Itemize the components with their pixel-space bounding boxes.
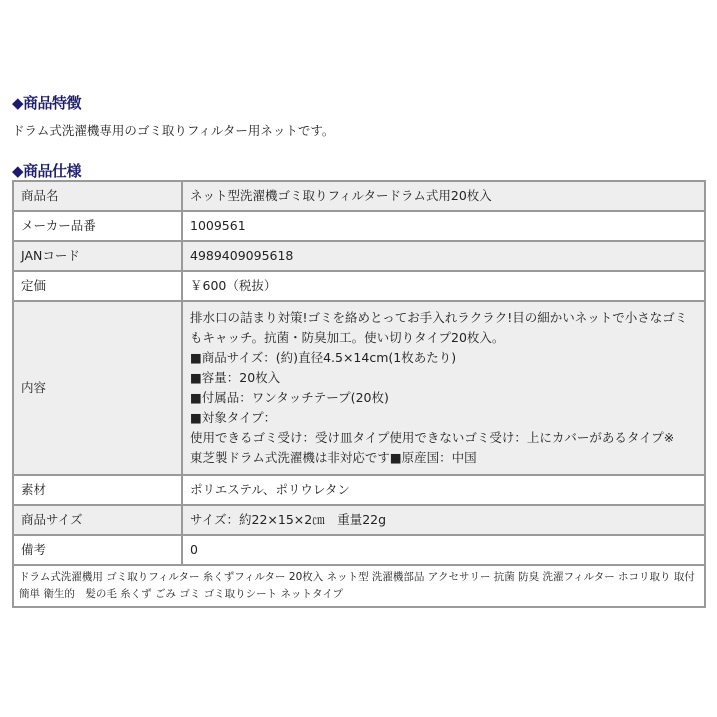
jan-code-value: 4989409095618 [182, 241, 705, 271]
contents-line: もキャッチ。抗菌・防臭加工。使い切りタイプ20枚入。 [190, 330, 505, 345]
price-value: ￥600（税抜） [182, 271, 705, 301]
row-label: 商品サイズ [13, 505, 182, 535]
table-row [13, 301, 705, 475]
contents-line: ■付属品：ワンタッチテープ(20枚) [190, 390, 389, 405]
keywords-text: ドラム式洗濯機用 ゴミ取りフィルター 糸くずフィルター 20枚入 ネット型 洗濯機部品 アクセサリー 抗菌 防臭 洗濯フィルター ホコリ取り 取付簡単 衛生的 髪の毛 糸くず ごみ ゴミ ゴミ取りシート ネットタイプ [13, 565, 705, 607]
row-label: 商品名 [13, 181, 182, 211]
contents-line: ■商品サイズ：(約)直径4.5×14cm(1枚あたり) [190, 350, 457, 365]
features-heading: ◆商品特徴 [12, 94, 82, 112]
contents-value [182, 301, 705, 475]
contents-line: 使用できるゴミ受け：受け皿タイプ使用できないゴミ受け：上にカバーがあるタイプ※ [190, 430, 675, 445]
contents-line: 東芝製ドラム式洗濯機は非対応です■原産国：中国 [190, 450, 477, 465]
row-label: 内容 [13, 301, 182, 475]
table-row [13, 505, 705, 535]
spec-table [12, 180, 706, 608]
table-row [13, 211, 705, 241]
table-row [13, 271, 705, 301]
table-row [13, 181, 705, 211]
contents-line: 排水口の詰まり対策!ゴミを絡めとってお手入れラクラク!目の細かいネットで小さなゴミ [190, 310, 688, 325]
row-label: JANコード [13, 241, 182, 271]
size-value: サイズ：約22×15×2㎝ 重量22g [182, 505, 705, 535]
features-text: ドラム式洗濯機専用のゴミ取りフィルター用ネットです。 [12, 123, 335, 138]
table-row [13, 535, 705, 565]
row-label: メーカー品番 [13, 211, 182, 241]
row-label: 定価 [13, 271, 182, 301]
remarks-value: 0 [182, 535, 705, 565]
table-row [13, 241, 705, 271]
keywords-row [13, 565, 705, 607]
specs-heading: ◆商品仕様 [12, 162, 82, 180]
row-label: 素材 [13, 475, 182, 505]
product-name-value: ネット型洗濯機ゴミ取りフィルタードラム式用20枚入 [182, 181, 705, 211]
row-label: 備考 [13, 535, 182, 565]
material-value: ポリエステル、ポリウレタン [182, 475, 705, 505]
contents-line: ■対象タイプ： [190, 410, 277, 425]
table-row [13, 475, 705, 505]
contents-line: ■容量：20枚入 [190, 370, 281, 385]
maker-number-value: 1009561 [182, 211, 705, 241]
